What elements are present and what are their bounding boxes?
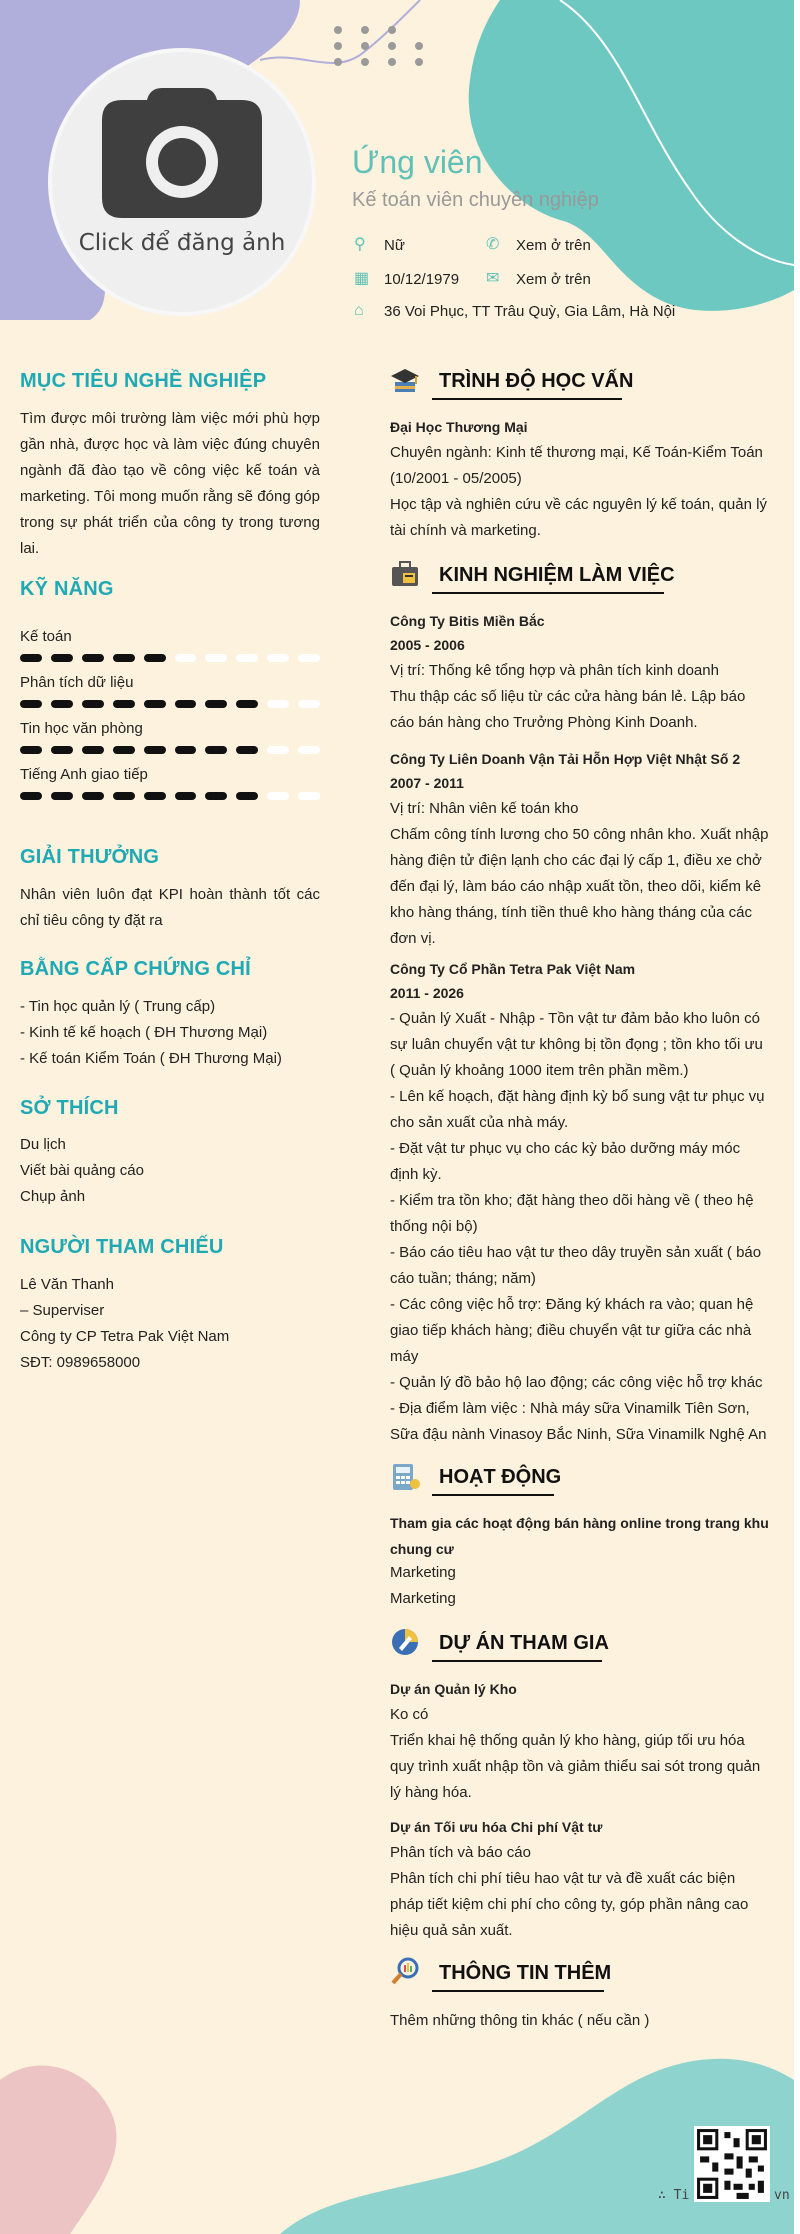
hobby-item: Chụp ảnh <box>20 1188 86 1205</box>
photo-upload[interactable] <box>52 52 312 312</box>
reference-item: – Superviser <box>20 1302 105 1319</box>
certificates-heading: BẰNG CẤP CHỨNG CHỈ <box>20 958 251 980</box>
job-line: Thu thập các số liệu từ các cửa hàng bán lẻ. Lập báo cáo bán hàng cho Trưởng Phòng Kinh Doanh. <box>390 688 746 731</box>
skill-dot <box>236 792 258 800</box>
job-company: Công Ty Bitis Miền Bắc <box>390 613 545 629</box>
job-line: - Địa điểm làm việc : Nhà máy sữa Vinamilk Tiên Sơn, Sữa đậu nành Vinasoy Bắc Ninh, Sữa Vinamilk Nghệ An <box>390 1400 767 1443</box>
skill-dot <box>51 746 73 754</box>
activity-title: Tham gia các hoạt động bán hàng online trong trang khu chung cư <box>390 1515 769 1557</box>
skill-dot <box>175 654 197 662</box>
skill-dot <box>113 654 135 662</box>
objective-heading: MỤC TIÊU NGHỀ NGHIỆP <box>20 370 267 392</box>
skill-dot <box>298 700 320 708</box>
skill-dot <box>82 746 104 754</box>
skill-dot <box>236 654 258 662</box>
awards-text: Nhân viên luôn đạt KPI hoàn thành tốt các chỉ tiêu công ty đặt ra <box>20 886 320 929</box>
job-line: Vị trí: Thống kê tổng hợp và phân tích kinh doanh <box>390 662 719 679</box>
experience-heading: KINH NGHIỆM LÀM VIỆC <box>439 564 675 586</box>
skill-dot <box>144 700 166 708</box>
skill-dot <box>298 792 320 800</box>
job-company: Công Ty Cổ Phần Tetra Pak Việt Nam <box>390 961 636 977</box>
skill-dot <box>205 654 227 662</box>
heading-underline <box>432 1990 604 1992</box>
project-desc: Phân tích chi phí tiêu hao vật tư và đề xuất các biện pháp tiết kiệm chi phí cho công ty, góp phần nâng cao hiệu quả sản xuất. <box>390 1870 749 1939</box>
candidate-name: Ứng viên <box>352 144 483 180</box>
job-period: 2011 - 2026 <box>390 985 464 1001</box>
skill-level-bar <box>20 654 320 664</box>
education-desc: Học tập và nghiên cứu về các nguyên lý kế toán, quản lý tài chính và marketing. <box>390 496 767 539</box>
heading-underline <box>432 1660 602 1662</box>
email-value: Xem ở trên <box>516 271 591 288</box>
skill-dot <box>175 746 197 754</box>
awards-heading: GIẢI THƯỞNG <box>20 846 160 868</box>
qr-code <box>694 2126 770 2202</box>
certificate-item: - Kế toán Kiểm Toán ( ĐH Thương Mại) <box>20 1050 282 1067</box>
project-name: Dự án Quản lý Kho <box>390 1681 517 1697</box>
hobbies-heading: SỞ THÍCH <box>20 1097 119 1119</box>
heading-underline <box>432 1494 554 1496</box>
mail-icon: ✉ <box>486 270 500 287</box>
project-icon <box>389 1626 421 1658</box>
project-role: Phân tích và báo cáo <box>390 1844 531 1861</box>
graduation-icon <box>389 364 421 396</box>
skill-name: Kế toán <box>20 628 72 645</box>
skills-heading: KỸ NĂNG <box>20 578 114 600</box>
dob-value: 10/12/1979 <box>384 271 460 288</box>
candidate-title: Kế toán viên chuyên nghiệp <box>352 189 599 211</box>
education-school: Đại Học Thương Mại <box>390 419 528 435</box>
skill-dot <box>20 700 42 708</box>
calendar-icon: ▦ <box>354 270 370 287</box>
skill-dot <box>144 746 166 754</box>
job-line: - Các công việc hỗ trợ: Đăng ký khách ra vào; quan hệ giao tiếp khách hàng; điều chuyển vật tư giữa các nhà máy <box>390 1296 754 1365</box>
extra-text: Thêm những thông tin khác ( nếu cần ) <box>390 2012 650 2029</box>
gender-icon: ⚲ <box>354 236 366 253</box>
job-line: - Kiểm tra tồn kho; đặt hàng theo dõi hàng về ( theo hệ thống nội bộ) <box>390 1192 754 1235</box>
heading-underline <box>432 398 622 400</box>
job-line: - Quản lý đồ bảo hộ lao động; các công việc hỗ trợ khác <box>390 1374 763 1391</box>
extra-heading: THÔNG TIN THÊM <box>439 1962 612 1984</box>
activity-line: Marketing <box>390 1564 456 1581</box>
skill-dot <box>205 746 227 754</box>
reference-item: SĐT: 0989658000 <box>20 1354 141 1371</box>
skill-name: Phân tích dữ liệu <box>20 674 134 691</box>
footer-decoration <box>0 2040 794 2234</box>
skill-dot <box>82 700 104 708</box>
job-period: 2005 - 2006 <box>390 637 465 653</box>
objective-text: Tìm được môi trường làm việc mới phù hợp gần nhà, được học và làm việc đúng chuyên ngành đã đào tạo về công việc kế toán và marketing. Tôi mong muốn rằng sẽ đóng góp trong sự phát triển của công ty trong tương lai. <box>20 410 320 557</box>
hobby-item: Viết bài quảng cáo <box>20 1162 144 1179</box>
hobby-item: Du lịch <box>20 1136 66 1153</box>
phone-icon: ✆ <box>486 236 500 253</box>
photo-upload-label: Click để đăng ảnh <box>78 230 286 256</box>
heading-underline <box>432 592 664 594</box>
skill-dot <box>20 792 42 800</box>
job-line: - Lên kế hoạch, đặt hàng định kỳ bổ sung vật tư phục vụ cho sản xuất của nhà máy. <box>390 1088 765 1131</box>
education-major: Chuyên ngành: Kinh tế thương mại, Kế Toán-Kiểm Toán (10/2001 - 05/2005) <box>390 444 763 487</box>
education-heading: TRÌNH ĐỘ HỌC VẤN <box>439 370 634 392</box>
project-desc: Triển khai hệ thống quản lý kho hàng, giúp tối ưu hóa quy trình xuất nhập tồn và giảm thiểu sai sót trong quản lý hàng hóa. <box>390 1732 761 1801</box>
skill-dot <box>236 746 258 754</box>
skill-level-bar <box>20 746 320 756</box>
skill-dot <box>205 792 227 800</box>
job-company: Công Ty Liên Doanh Vận Tải Hỗn Hợp Việt Nhật Số 2 <box>390 751 741 767</box>
skill-level-bar <box>20 792 320 802</box>
project-role: Ko có <box>390 1706 429 1723</box>
certificate-item: - Tin học quản lý ( Trung cấp) <box>20 998 216 1015</box>
gender-value: Nữ <box>384 237 405 254</box>
skill-dot <box>298 654 320 662</box>
skill-dot <box>267 700 289 708</box>
certificate-item: - Kinh tế kế hoạch ( ĐH Thương Mại) <box>20 1024 268 1041</box>
skill-dot <box>113 746 135 754</box>
camera-icon <box>102 88 262 218</box>
skill-dot <box>51 792 73 800</box>
activity-line: Marketing <box>390 1590 456 1607</box>
skill-dot <box>267 654 289 662</box>
magnifier-icon <box>389 1956 421 1988</box>
skill-dot <box>205 700 227 708</box>
job-line: - Báo cáo tiêu hao vật tư theo dây truyền sản xuất ( báo cáo tuần; tháng; năm) <box>390 1244 762 1287</box>
skill-dot <box>267 792 289 800</box>
footer-text-left: ∴ Ti <box>658 2188 690 2203</box>
projects-heading: DỰ ÁN THAM GIA <box>439 1632 609 1654</box>
skill-dot <box>82 654 104 662</box>
briefcase-icon <box>389 558 421 590</box>
skill-dot <box>175 700 197 708</box>
activities-heading: HOẠT ĐỘNG <box>439 1466 562 1488</box>
skill-dot <box>113 700 135 708</box>
skill-dot <box>144 654 166 662</box>
reference-item: Lê Văn Thanh <box>20 1276 114 1293</box>
skill-dot <box>51 654 73 662</box>
skill-dot <box>20 746 42 754</box>
skill-name: Tin học văn phòng <box>20 720 143 737</box>
job-line: - Quản lý Xuất - Nhập - Tồn vật tư đảm bảo kho luôn có sự luân chuyển vật tư không bị tồn đọng ; tồn kho tối ưu ( Quản lý khoảng 1000 item trên phần mềm.) <box>390 1010 763 1079</box>
job-period: 2007 - 2011 <box>390 775 464 791</box>
skill-dot <box>298 746 320 754</box>
project-name: Dự án Tối ưu hóa Chi phí Vật tư <box>390 1819 603 1835</box>
calculator-icon <box>389 1460 421 1492</box>
home-icon: ⌂ <box>354 302 364 319</box>
footer-text-right: vn <box>774 2188 790 2203</box>
address-value: 36 Voi Phục, TT Trâu Quỳ, Gia Lâm, Hà Nội <box>384 303 676 320</box>
skill-dot <box>51 700 73 708</box>
references-heading: NGƯỜI THAM CHIẾU <box>20 1236 224 1258</box>
skill-dot <box>236 700 258 708</box>
skill-dot <box>144 792 166 800</box>
skill-name: Tiếng Anh giao tiếp <box>20 766 148 783</box>
job-line: Chấm công tính lương cho 50 công nhân kho. Xuất nhập hàng điện tử điện lạnh cho các đại lý cấp 1, điều xe chở đến đại lý, làm báo cáo nhập xuất tồn, theo dõi, kiểm kê kho hàng tháng, tính tiền thuê kho hàng tháng của các đơn vị. <box>390 826 769 947</box>
job-line: - Đặt vật tư phục vụ cho các kỳ bảo dưỡng máy móc định kỳ. <box>390 1140 741 1183</box>
skill-dot <box>20 654 42 662</box>
skill-dot <box>113 792 135 800</box>
reference-item: Công ty CP Tetra Pak Việt Nam <box>20 1328 230 1345</box>
phone-value: Xem ở trên <box>516 237 591 254</box>
job-line: Vị trí: Nhân viên kế toán kho <box>390 800 579 817</box>
skill-dot <box>267 746 289 754</box>
skill-dot <box>175 792 197 800</box>
skill-dot <box>82 792 104 800</box>
skill-level-bar <box>20 700 320 710</box>
